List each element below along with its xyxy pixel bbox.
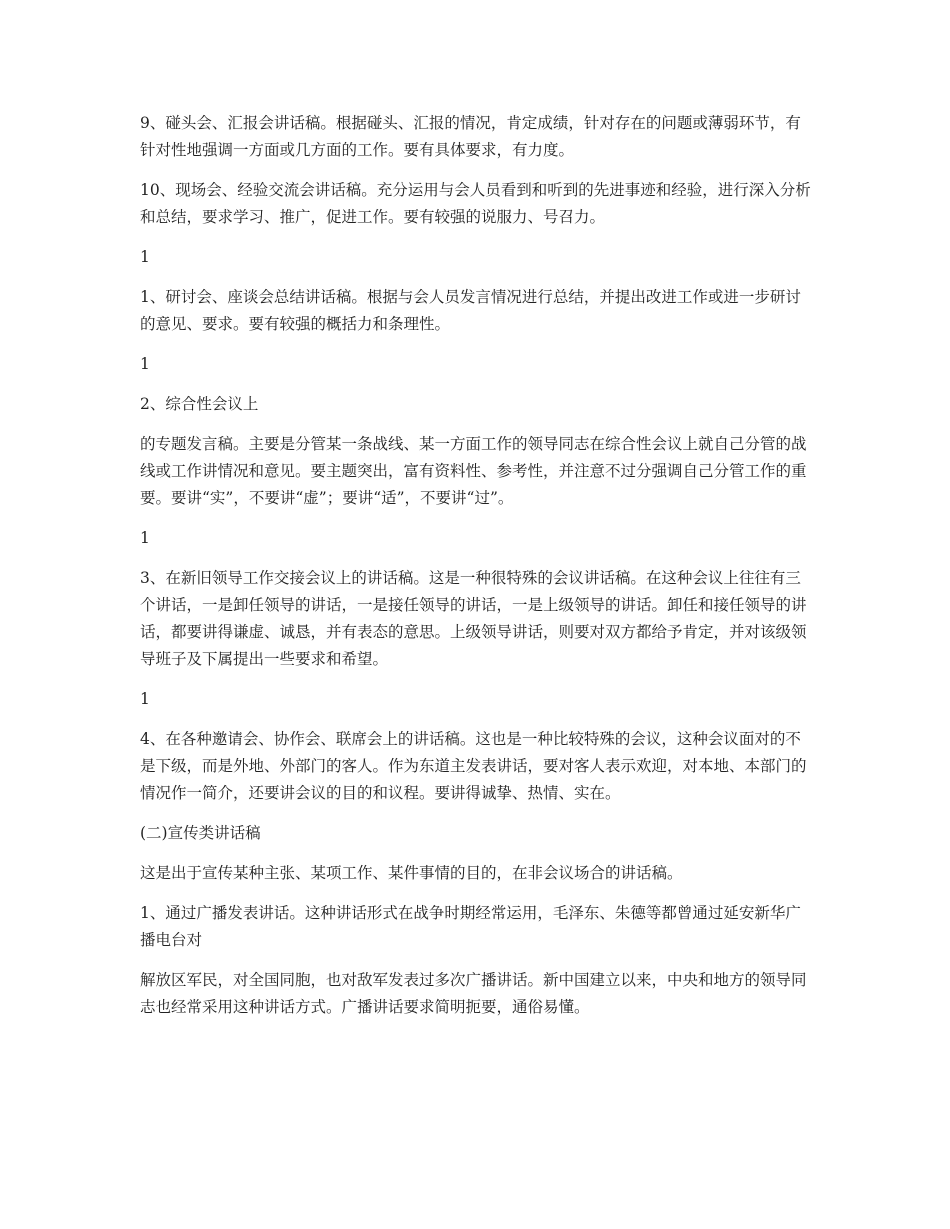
paragraph-9: 3、在新旧领导工作交接会议上的讲话稿。这是一种很特殊的会议讲话稿。在这种会议上往往有三个讲话，一是卸任领导的讲话，一是接任领导的讲话，一是上级领导的讲话。卸任和接任领导的讲话，都要讲得谦虚、诚恳，并有表态的意思。上级领导讲话，则要对双方都给予肯定，并对该级领导班子及下属提出一些要求和希望。 [140,569,807,668]
paragraph-3: 1 [140,248,150,266]
paragraph-15: 解放区军民，对全国同胞，也对敌军发表过多次广播讲话。新中国建立以来，中央和地方的领导同志也经常采用这种讲话方式。广播讲话要求简明扼要，通俗易懂。 [140,971,807,1016]
paragraph-5: 1 [140,355,150,373]
paragraph-2: 10、现场会、经验交流会讲话稿。充分运用与会人员看到和听到的先进事迹和经验，进行深入分析和总结，要求学习、推广，促进工作。要有较强的说服力、号召力。 [140,181,811,226]
paragraph-13: 这是出于宣传某种主张、某项工作、某件事情的目的，在非会议场合的讲话稿。 [140,864,683,882]
paragraph-8: 1 [140,529,150,547]
paragraph-11: 4、在各种邀请会、协作会、联席会上的讲话稿。这也是一种比较特殊的会议，这种会议面对的不是下级，而是外地、外部门的客人。作为东道主发表讲话，要对客人表示欢迎，对本地、本部门的情况作一简介，还要讲会议的目的和议程。要讲得诚挚、热情、实在。 [140,730,807,802]
document-body [140,110,812,1034]
paragraph-14: 1、通过广播发表讲话。这种讲话形式在战争时期经常运用，毛泽东、朱德等都曾通过延安新华广播电台对 [140,904,801,949]
paragraph-1: 9、碰头会、汇报会讲话稿。根据碰头、汇报的情况，肯定成绩，针对存在的问题或薄弱环节，有针对性地强调一方面或几方面的工作。要有具体要求，有力度。 [140,114,801,159]
paragraph-6: 2、综合性会议上 [140,395,259,413]
paragraph-7: 的专题发言稿。主要是分管某一条战线、某一方面工作的领导同志在综合性会议上就自己分管的战线或工作讲情况和意见。要主题突出，富有资料性、参考性，并注意不过分强调自己分管工作的重要。要讲“实”，不要讲“虚”；要讲“适”，不要讲“过”。 [140,435,807,507]
section-heading: (二)宣传类讲话稿 [140,824,261,842]
paragraph-10: 1 [140,690,150,708]
paragraph-4: 1、研讨会、座谈会总结讲话稿。根据与会人员发言情况进行总结，并提出改进工作或进一步研讨的意见、要求。要有较强的概括力和条理性。 [140,288,801,333]
